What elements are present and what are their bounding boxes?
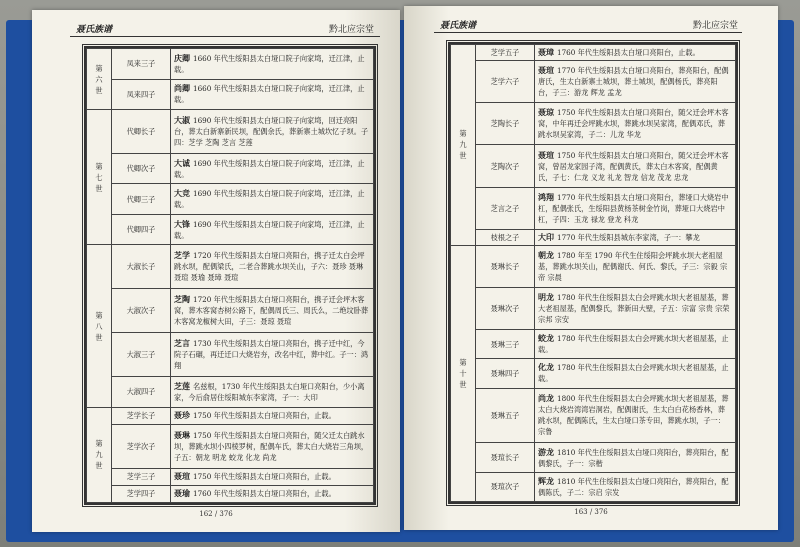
person-name: 聂瑄 <box>538 149 554 160</box>
hall-name: 黔北应宗堂 <box>692 21 738 31</box>
person-name: 化龙 <box>538 362 554 373</box>
table-row <box>87 184 374 215</box>
table-row <box>451 145 736 187</box>
biography-text: 1760 年代生绥阳县太白垭口亮阳台，止载。 <box>557 48 700 58</box>
relation-cell: 大淑三子 <box>112 333 171 377</box>
table-row <box>87 468 374 485</box>
relation-cell: 芝学四子 <box>112 485 171 502</box>
generation-text: 第 十 世 <box>459 357 467 389</box>
relation-cell: 聂瑄次子 <box>476 472 535 501</box>
biography-text: 1690 年代生绥阳县太白垭口院子向家塆，迁江津，止载。 <box>174 158 365 179</box>
person-name: 聂瑜 <box>174 488 190 499</box>
biography-text: 名兹根，1730 年代生绥阳县太白垭口亮阳台，少小离家，今后俞居住绥阳城东李家湾，子一：大印 <box>174 381 365 402</box>
biography-text: 1720 年代生绥阳县太白垭口亮阳台，携子迁会坪木客窝，葬木客窝杏树公路下，配偶周氏三、周氏么，二绝坟卧葬木客窝龙椒树大田，子三：聂琼 聂瑄 <box>174 295 369 327</box>
genealogy-table <box>86 48 374 503</box>
biography-cell <box>171 377 374 408</box>
person-name: 大印 <box>538 231 554 242</box>
relation-cell: 芝学六子 <box>476 61 535 103</box>
table-row <box>87 79 374 110</box>
biography-cell <box>535 61 736 103</box>
generation-label <box>87 407 112 502</box>
biography-cell <box>171 245 374 289</box>
relation-cell: 枝根之子 <box>476 229 535 245</box>
table-row <box>87 424 374 468</box>
header-rule <box>70 36 380 37</box>
table-row <box>451 103 736 145</box>
biography-text: 1750 年代生绥阳县太白垭口亮阳台，止载。 <box>193 472 336 482</box>
relation-cell: 代卿四子 <box>112 214 171 245</box>
table-row <box>451 330 736 359</box>
table-row <box>87 485 374 502</box>
relation-cell: 芝学五子 <box>476 45 535 61</box>
biography-text: 1780 年代生住绥阳县太白会坪跳水坝大老祖屋基，葬大老祖屋基，配偶黎氏，葬新田大壁，子五：宗富 宗贵 宗荣 宗邦 宗安 <box>538 293 730 325</box>
table-row <box>87 407 374 424</box>
biography-text: 1770 年代生绥阳县城东李家湾，子一：攀龙 <box>557 232 700 242</box>
page-number: 162 / 376 <box>199 510 233 518</box>
relation-cell: 芝学三子 <box>112 468 171 485</box>
relation-cell: 聂琳长子 <box>476 245 535 287</box>
table-row <box>87 153 374 184</box>
person-name: 聂瑄 <box>538 65 554 76</box>
biography-cell <box>171 333 374 377</box>
biography-cell <box>535 330 736 359</box>
biography-text: 1770 年代生绥阳县太白垭口亮阳台，葬垭口大烧岩中杠，配偶张氏，生绥阳县黄杨茶树金竹岗，葬垭口大烧岩中杠，子四：玉龙 禄龙 登龙 科龙 <box>538 192 729 224</box>
relation-cell: 芝陶次子 <box>476 145 535 187</box>
left-page <box>32 10 400 532</box>
biography-text: 1760 年代生绥阳县太白垭口亮阳台，止载。 <box>193 489 336 499</box>
person-name: 尚龙 <box>538 393 554 404</box>
hall-name: 黔北应宗堂 <box>328 25 374 35</box>
person-name: 大竞 <box>174 188 190 199</box>
biography-text: 1720 年代生绥阳县太白垭口亮阳台，携子迁太白会坪跳水坝，配偶梁氏，二老合葬跳水坝关山，子六：聂珍 聂琳 聂瑄 聂瑜 聂璋 聂瑄 <box>174 251 365 283</box>
biography-text: 1690 年代生绥阳县太白垭口院子向家塆，回迁亮阳台，葬太白新寨新民坝，配偶余氏，葬新寨土城坎忆子坝。子四：芝学 芝陶 芝言 芝莲 <box>174 115 369 147</box>
biography-text: 1780 年代生住绥阳县太白会坪跳水坝大老祖屋基，止载。 <box>538 334 729 355</box>
person-name: 聂琼 <box>538 107 554 118</box>
genealogy-table-frame <box>84 46 376 505</box>
relation-cell: 聂琳五子 <box>476 388 535 443</box>
biography-cell <box>535 472 736 501</box>
biography-cell <box>171 184 374 215</box>
relation-cell: 代卿次子 <box>112 153 171 184</box>
person-name: 蛟龙 <box>538 333 554 344</box>
biography-text: 1750 年代生绥阳县太白垭口亮阳台，止载。 <box>193 411 336 421</box>
relation-cell: 凤来三子 <box>112 49 171 80</box>
generation-text: 第 七 世 <box>95 161 103 193</box>
person-name: 庆卿 <box>174 52 190 63</box>
biography-text: 1750 年代生绥阳县太白垭口亮阳台，随父迁会坪木客窝，中年再迁会坪跳水坝，葬跳水坝吴家湾，配偶邓氏，葬跳水坝吴家湾，子二：儿龙 华龙 <box>538 108 729 140</box>
biography-cell <box>535 103 736 145</box>
genealogy-table-frame <box>448 42 738 504</box>
biography-text: 1750 年代生绥阳县太白垭口亮阳台，随父迁太白跳水坝，葬跳水坝小四棱罗树，配偶车氏，葬太白大烧岩三角坝，子五：朝龙 明龙 蛟龙 化龙 尚龙 <box>174 430 369 462</box>
relation-cell: 芝学次子 <box>112 424 171 468</box>
relation-cell: 大淑次子 <box>112 289 171 333</box>
table-row <box>87 289 374 333</box>
biography-cell <box>535 388 736 443</box>
relation-cell: 大淑四子 <box>112 377 171 408</box>
person-name: 大诚 <box>174 157 190 168</box>
person-name: 大锋 <box>174 218 190 229</box>
table-row <box>87 333 374 377</box>
person-name: 聂璋 <box>538 47 554 58</box>
person-name: 朝龙 <box>538 250 554 260</box>
biography-cell <box>171 424 374 468</box>
table-row <box>451 472 736 501</box>
generation-label <box>451 245 476 501</box>
biography-text: 1780 年至 1790 年代生住绥阳会坪跳水坝大老祖屋基，葬跳水坝关山，配偶谢氏、何氏、黎氏，子三：宗毅 宗帝 宗晨 <box>538 251 728 282</box>
biography-cell <box>171 468 374 485</box>
relation-cell: 芝学长子 <box>112 407 171 424</box>
person-name: 芝言 <box>174 338 190 349</box>
person-name: 芝学 <box>174 250 190 261</box>
biography-cell <box>171 79 374 110</box>
table-row <box>451 288 736 330</box>
relation-cell: 代卿三子 <box>112 184 171 215</box>
generation-label <box>87 245 112 407</box>
relation-cell: 芝言之子 <box>476 187 535 229</box>
generation-text: 第 九 世 <box>95 439 103 471</box>
biography-cell <box>171 153 374 184</box>
table-row <box>87 49 374 80</box>
genealogy-table <box>450 44 736 502</box>
biography-cell <box>171 407 374 424</box>
biography-cell <box>171 289 374 333</box>
biography-cell <box>535 45 736 61</box>
generation-label <box>87 49 112 110</box>
table-row <box>451 61 736 103</box>
table-row <box>451 45 736 61</box>
biography-cell <box>171 485 374 502</box>
biography-cell <box>535 443 736 472</box>
person-name: 聂琳 <box>174 429 190 440</box>
table-row <box>451 443 736 472</box>
biography-text: 1660 年代生绥阳县太白垭口院子向家塆，迁江津，止载。 <box>174 53 365 74</box>
biography-cell <box>535 145 736 187</box>
person-name: 聂珍 <box>174 410 190 421</box>
person-name: 尚卿 <box>174 83 190 94</box>
person-name: 聂瑄 <box>174 471 190 482</box>
person-name: 辉龙 <box>538 475 554 486</box>
biography-cell <box>171 49 374 80</box>
generation-label <box>87 110 112 245</box>
biography-text: 1770 年代生绥阳县太白垭口亮阳台，葬亮阳台，配偶唐氏，生太白新寨土城坝，葬土城坝，配偶杨氏，葬亮阳台，子三：游龙 辉龙 孟龙 <box>538 66 729 98</box>
biography-text: 1750 年代生绥阳县太白垭口亮阳台，随父迁会坪木客窝，曾居龙家园子湾，配偶黄氏，葬太白木客窝，配偶黄氏，子七：仁龙 义龙 礼龙 智龙 信龙 茂龙 忠龙 <box>538 150 729 182</box>
biography-text: 1800 年代生住绥阳县太白会坪跳水坝大老祖屋基，葬太白大烧岩湾湾岩洞岩，配偶谢氏，生太白白花杨香林，葬跳水坝，配偶陈氏，生太白垭口茶专田，葬跳水坝，子一：宗鲁 <box>538 394 729 437</box>
biography-text: 1690 年代生绥阳县太白垭口院子向家塆，迁江津，止载。 <box>174 219 365 240</box>
table-row <box>451 245 736 287</box>
relation-cell: 凤来四子 <box>112 79 171 110</box>
biography-text: 1730 年代生绥阳县太白垭口亮阳台，携子迁中红，今院子石碾，再迁迁口大烧岩夯，改名中红，葬中红。子一：鸿翔 <box>174 339 369 371</box>
header-rule <box>434 32 742 33</box>
relation-cell: 代卿长子 <box>112 110 171 154</box>
person-name: 芝莲 <box>174 380 190 391</box>
relation-cell: 大淑长子 <box>112 245 171 289</box>
biography-text: 1810 年代生住绥阳县太白垭口亮阳台，葬亮阳台，配偶黎氏，子一：宗楷 <box>538 447 729 468</box>
table-row <box>87 110 374 154</box>
table-row <box>87 377 374 408</box>
person-name: 明龙 <box>538 292 554 303</box>
biography-text: 1690 年代生绥阳县太白垭口院子向家塆，迁江津，止载。 <box>174 189 365 210</box>
biography-cell <box>535 187 736 229</box>
table-row <box>451 388 736 443</box>
relation-cell: 聂瑄长子 <box>476 443 535 472</box>
biography-cell <box>535 245 736 287</box>
relation-cell: 芝陶长子 <box>476 103 535 145</box>
table-row <box>451 359 736 388</box>
biography-cell <box>171 110 374 154</box>
table-row <box>451 229 736 245</box>
person-name: 大淑 <box>174 114 190 125</box>
table-row <box>87 214 374 245</box>
biography-cell <box>535 288 736 330</box>
biography-cell <box>535 359 736 388</box>
biography-cell <box>171 214 374 245</box>
generation-text: 第 九 世 <box>459 129 467 161</box>
right-page <box>404 6 778 530</box>
biography-text: 1660 年代生绥阳县太白垭口院子向家塆，迁江津，止载。 <box>174 84 365 105</box>
book-title: 聂氏族谱 <box>76 25 113 35</box>
relation-cell: 聂琳次子 <box>476 288 535 330</box>
person-name: 鸿翔 <box>538 191 554 202</box>
table-row <box>451 187 736 229</box>
page-number: 163 / 376 <box>574 508 608 516</box>
person-name: 游龙 <box>538 446 554 457</box>
biography-text: 1810 年代生住绥阳县太白垭口亮阳台，葬亮阳台，配偶陈氏，子二：宗启 宗发 <box>538 476 729 497</box>
relation-cell: 聂琳四子 <box>476 359 535 388</box>
person-name: 芝陶 <box>174 294 190 305</box>
book-title: 聂氏族谱 <box>440 21 477 31</box>
relation-cell: 聂琳三子 <box>476 330 535 359</box>
generation-text: 第 八 世 <box>95 310 103 342</box>
generation-label <box>451 45 476 246</box>
biography-cell <box>535 229 736 245</box>
generation-text: 第 六 世 <box>95 63 103 95</box>
table-row <box>87 245 374 289</box>
biography-text: 1780 年代生住绥阳县太白会坪跳水坝大老祖屋基，止载。 <box>538 363 729 384</box>
